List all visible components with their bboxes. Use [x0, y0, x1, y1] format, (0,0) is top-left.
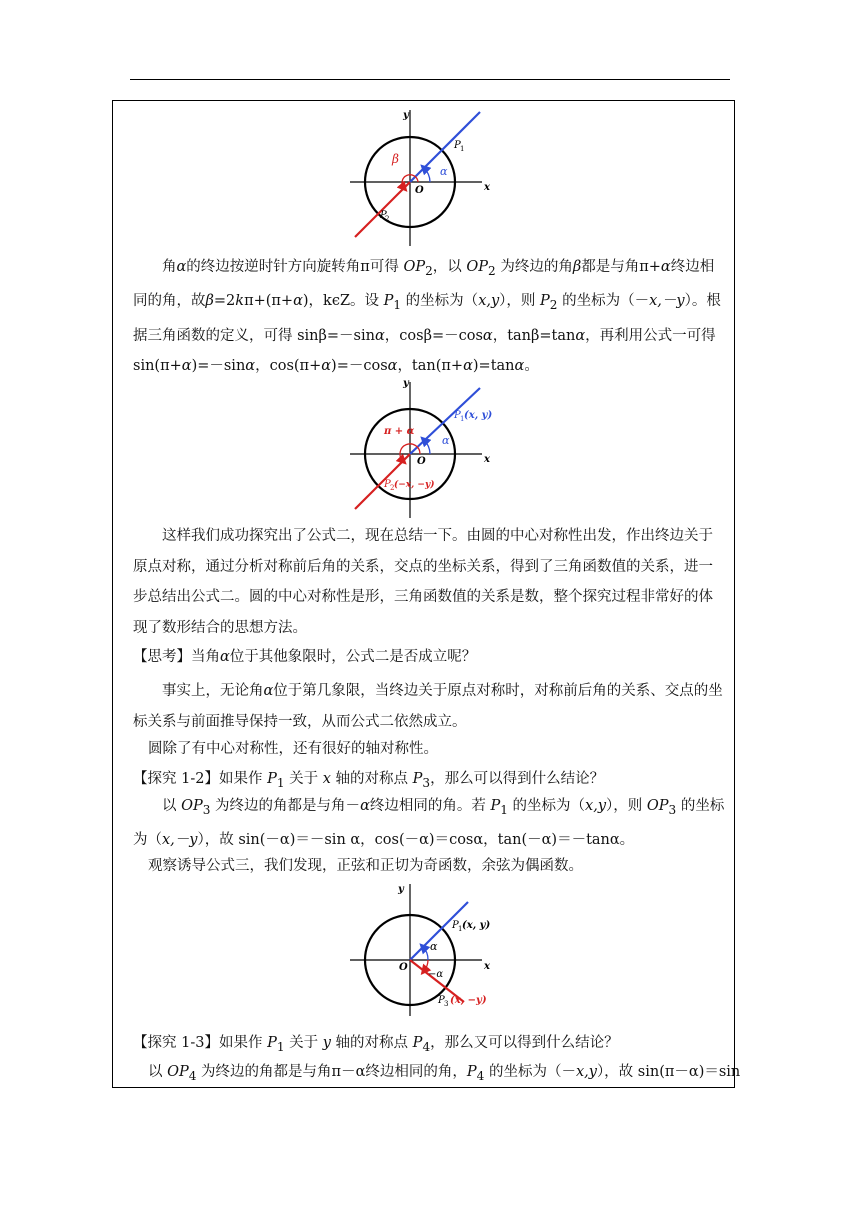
paragraph-axial-symmetry: 圆除了有中心对称性，还有很好的轴对称性。: [148, 741, 438, 757]
explore-1-3-answer: 以 $OP_4$ 为终边的角都是与角π－α终边相同的角，$P_4$ 的坐标为（－x,y），故 sin(π－α)＝sin: [148, 1064, 741, 1083]
origin-label: O: [399, 962, 408, 973]
y-axis-label: y: [403, 378, 409, 389]
x-axis-label: x: [484, 182, 490, 193]
p1-coord: (x, y): [464, 410, 493, 421]
x-axis-label: x: [484, 454, 490, 465]
p1-label: P: [454, 410, 461, 421]
p1-label: P: [454, 140, 461, 151]
paragraph-summary: 这样我们成功探究出了公式二，现在总结一下。由圆的中心对称性出发，作出终边关于原点对称，通过分析对称前后角的关系，交点的坐标关系，得到了三角函数值的关系，进一步总结出公式二。圆的中心对称性是形，三角函数值的关系是数，整个探究过程非常好的体现了数形结合的思想方法。: [133, 528, 713, 636]
alpha-arc: [424, 440, 430, 454]
p1-sub: 1: [460, 415, 465, 423]
p1-sub: 1: [458, 925, 463, 933]
neg-alpha-label: −α: [428, 969, 444, 980]
figure-unit-circle-beta: [340, 100, 510, 250]
origin-label: O: [415, 185, 424, 196]
alpha-label: α: [430, 940, 438, 953]
p1-sub: 1: [460, 145, 465, 153]
figure-unit-circle-neg-alpha: [340, 878, 510, 1018]
origin-label: O: [417, 456, 426, 467]
alpha-arc: [423, 947, 428, 960]
beta-label: β: [392, 152, 399, 166]
p2-label: P: [384, 479, 391, 490]
alpha-arc: [424, 168, 430, 182]
explore-1-2-answer: 以 $OP_3$ 为终边的角都是与角－α终边相同的角。若 $P_1$ 的坐标为（x,y），则 $OP_3$ 的坐标为（x,－y），故 sin(－α)＝－sin α，cos(－α)＝cosα，tan(－α)＝－tanα。: [133, 798, 725, 849]
p3-coord: (x, −y): [450, 995, 487, 1006]
x-axis-label: x: [484, 961, 490, 972]
paragraph-fact: 事实上，无论角α位于第几象限，当终边关于原点对称时，对称前后角的关系、交点的坐标关系与前面推导保持一致，从而公式二依然成立。: [133, 683, 723, 730]
paragraph-formula-two-derivation: 角α的终边按逆时针方向旋转角π可得 $OP_2$，以 $OP_2$ 为终边的角β都是与角π+α终边相同的角，故β=2kπ+(π+α)，kϵZ。设 $P_1$ 的坐标为（x,y），则 $P_2$ 的坐标为（－x,－y）。根据三角函数的定义，可得 sinβ=－sinα，cosβ=－cosα，tanβ=tanα，再利用公式一可得 sin(π+α)=－sinα，cos(π+α)=－cosα，tan(π+α)=tanα。: [133, 259, 721, 375]
explore-1-2-question: 【探究 1-2】如果作 $P_1$ 关于 x 轴的对称点 $P_3$，那么可以得到什么结论？: [133, 771, 605, 790]
p3-label: P: [438, 995, 445, 1006]
y-axis-label: y: [403, 110, 409, 121]
alpha-label: α: [442, 434, 450, 447]
pi-plus-alpha-label: π + α: [384, 426, 415, 437]
p1-label: P: [452, 920, 459, 931]
p2-coord: (−x, −y): [394, 480, 435, 490]
figure-unit-circle-pi-plus-alpha: [340, 372, 510, 522]
think-prompt: 【思考】当角α位于其他象限时，公式二是否成立呢？: [133, 649, 477, 665]
p1-coord: (x, y): [462, 920, 491, 931]
explore-1-3-question: 【探究 1-3】如果作 $P_1$ 关于 y 轴的对称点 $P_4$，那么又可以得到什么结论？: [133, 1035, 619, 1054]
p3-sub: 3: [444, 1000, 449, 1008]
alpha-label: α: [440, 165, 448, 178]
y-axis-label: y: [398, 884, 404, 895]
paragraph-observe: 观察诱导公式三，我们发现，正弦和正切为奇函数，余弦为偶函数。: [148, 858, 583, 874]
p2-sub: 2: [385, 215, 390, 223]
p2-label: P: [380, 210, 387, 221]
p2-sub: 2: [390, 484, 395, 492]
header-rule: [130, 79, 730, 80]
